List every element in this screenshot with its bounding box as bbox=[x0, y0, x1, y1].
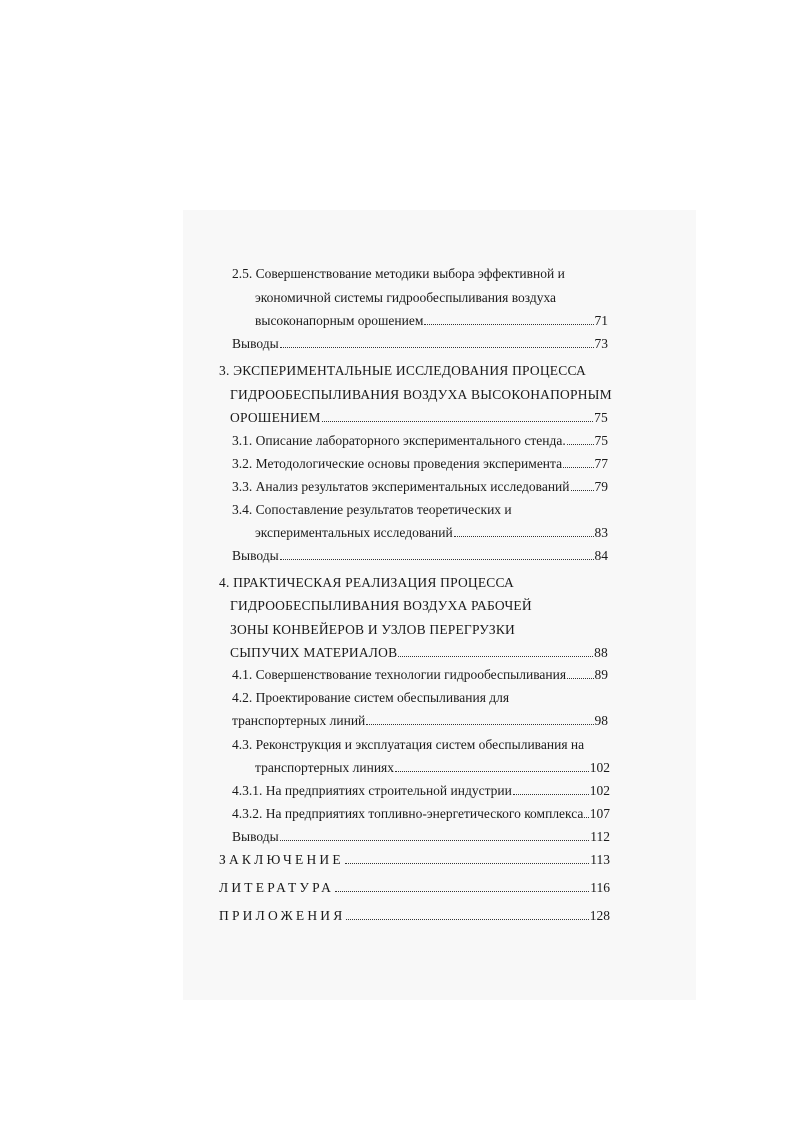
toc-entry-conclusions-ch3[interactable] bbox=[232, 548, 608, 564]
toc-page-number: 73 bbox=[594, 336, 608, 351]
leader-dots bbox=[322, 420, 594, 422]
toc-entry-title: ЛИТЕРАТУРА bbox=[219, 880, 335, 895]
toc-page-number: 102 bbox=[589, 760, 610, 775]
toc-entry-title: ОРОШЕНИЕМ bbox=[230, 410, 321, 425]
toc-entry-title: 3.2. Методологические основы проведения эксперимента bbox=[232, 456, 563, 471]
toc-entry-2-5-line3[interactable] bbox=[255, 313, 608, 329]
toc-entry-title: 4.3.1. На предприятиях строительной индустрии bbox=[232, 783, 512, 798]
toc-entry-title: 3.3. Анализ результатов экспериментальных исследований bbox=[232, 479, 570, 494]
toc-page-number: 84 bbox=[594, 548, 608, 563]
toc-entry-title: 4.1. Совершенствование технологии гидрообеспыливания bbox=[232, 667, 567, 682]
toc-entry-title: Выводы bbox=[232, 336, 279, 351]
toc-page-number: 77 bbox=[594, 456, 608, 471]
toc-chapter-4-line2: ГИДРООБЕСПЫЛИВАНИЯ ВОЗДУХА РАБОЧЕЙ bbox=[230, 598, 532, 613]
toc-entry-4-3-line2[interactable] bbox=[255, 760, 610, 776]
toc-entry-4-3-2[interactable] bbox=[232, 806, 610, 822]
toc-page-number: 89 bbox=[594, 667, 608, 682]
toc-entry-2-5-line1: 2.5. Совершенствование методики выбора эффективной и bbox=[232, 266, 565, 281]
toc-entry-conclusion[interactable] bbox=[219, 852, 610, 868]
toc-page-number: 128 bbox=[589, 908, 610, 923]
leader-dots bbox=[563, 466, 593, 468]
leader-dots bbox=[398, 655, 593, 657]
toc-page-number: 107 bbox=[589, 806, 610, 821]
toc-entry-4-3-1[interactable] bbox=[232, 783, 610, 799]
toc-entry-title: СЫПУЧИХ МАТЕРИАЛОВ bbox=[230, 645, 398, 660]
toc-entry-title: ЗАКЛЮЧЕНИЕ bbox=[219, 852, 344, 867]
toc-page-number: 79 bbox=[594, 479, 608, 494]
toc-entry-literature[interactable] bbox=[219, 880, 610, 896]
toc-entry-3-4-line2[interactable] bbox=[255, 525, 608, 541]
toc-entry-4-2-line2[interactable] bbox=[232, 713, 608, 729]
toc-entry-3-4-line1: 3.4. Сопоставление результатов теоретических и bbox=[232, 502, 512, 517]
toc-page-number: 98 bbox=[594, 713, 608, 728]
leader-dots bbox=[366, 723, 593, 725]
leader-dots bbox=[571, 489, 594, 491]
toc-page-number: 83 bbox=[594, 525, 608, 540]
toc-entry-2-5-line2: экономичной системы гидрообеспыливания воздуха bbox=[255, 290, 557, 305]
toc-chapter-3-line2: ГИДРООБЕСПЫЛИВАНИЯ ВОЗДУХА ВЫСОКОНАПОРНЫМ bbox=[230, 387, 612, 402]
leader-dots bbox=[280, 558, 594, 560]
toc-entry-title: Выводы bbox=[232, 548, 279, 563]
toc-entry-title: Выводы bbox=[232, 829, 279, 844]
leader-dots bbox=[567, 443, 594, 445]
toc-entry-conclusions-ch4[interactable] bbox=[232, 829, 610, 845]
toc-entry-conclusions-ch2[interactable] bbox=[232, 336, 608, 352]
toc-chapter-4-line4[interactable] bbox=[230, 645, 608, 661]
toc-entry-title: 3.1. Описание лабораторного экспериментального стенда. bbox=[232, 433, 566, 448]
leader-dots bbox=[513, 793, 589, 795]
toc-entry-3-3[interactable] bbox=[232, 479, 608, 495]
toc-entry-title: ПРИЛОЖЕНИЯ bbox=[219, 908, 346, 923]
toc-page-number: 71 bbox=[594, 313, 608, 328]
toc-entry-title: транспортерных линий bbox=[232, 713, 366, 728]
toc-chapter-3-line1: 3. ЭКСПЕРИМЕНТАЛЬНЫЕ ИССЛЕДОВАНИЯ ПРОЦЕССА bbox=[219, 363, 586, 378]
toc-entry-appendices[interactable] bbox=[219, 908, 610, 924]
toc-chapter-4-line1: 4. ПРАКТИЧЕСКАЯ РЕАЛИЗАЦИЯ ПРОЦЕССА bbox=[219, 575, 514, 590]
toc-entry-4-1[interactable] bbox=[232, 667, 608, 683]
toc-entry-4-2-line1: 4.2. Проектирование систем обеспыливания для bbox=[232, 690, 510, 705]
toc-page-number: 102 bbox=[589, 783, 610, 798]
toc-entry-3-1[interactable] bbox=[232, 433, 608, 449]
toc-page-number: 75 bbox=[594, 433, 608, 448]
leader-dots bbox=[280, 346, 594, 348]
toc-entry-4-3-line1: 4.3. Реконструкция и эксплуатация систем обеспыливания на bbox=[232, 737, 585, 752]
toc-page-number: 112 bbox=[590, 829, 610, 844]
leader-dots bbox=[567, 677, 593, 679]
leader-dots bbox=[345, 862, 589, 864]
toc-page-number: 75 bbox=[594, 410, 608, 425]
leader-dots bbox=[280, 839, 590, 841]
toc-entry-title: высоконапорным орошением bbox=[255, 313, 424, 328]
leader-dots bbox=[395, 770, 589, 772]
leader-dots bbox=[584, 816, 588, 818]
toc-page-number: 116 bbox=[590, 880, 610, 895]
toc-entry-title: транспортерных линиях bbox=[255, 760, 395, 775]
toc-page-number: 113 bbox=[590, 852, 610, 867]
toc-page-number: 88 bbox=[594, 645, 608, 660]
toc-chapter-3-line3[interactable] bbox=[230, 410, 608, 426]
leader-dots bbox=[335, 890, 589, 892]
leader-dots bbox=[346, 918, 588, 920]
toc-entry-title: 4.3.2. На предприятиях топливно-энергетического комплекса bbox=[232, 806, 584, 821]
toc-entry-3-2[interactable] bbox=[232, 456, 608, 472]
leader-dots bbox=[454, 535, 594, 537]
leader-dots bbox=[424, 323, 593, 325]
toc-entry-title: экспериментальных исследований bbox=[255, 525, 453, 540]
toc-chapter-4-line3: ЗОНЫ КОНВЕЙЕРОВ И УЗЛОВ ПЕРЕГРУЗКИ bbox=[230, 622, 516, 637]
